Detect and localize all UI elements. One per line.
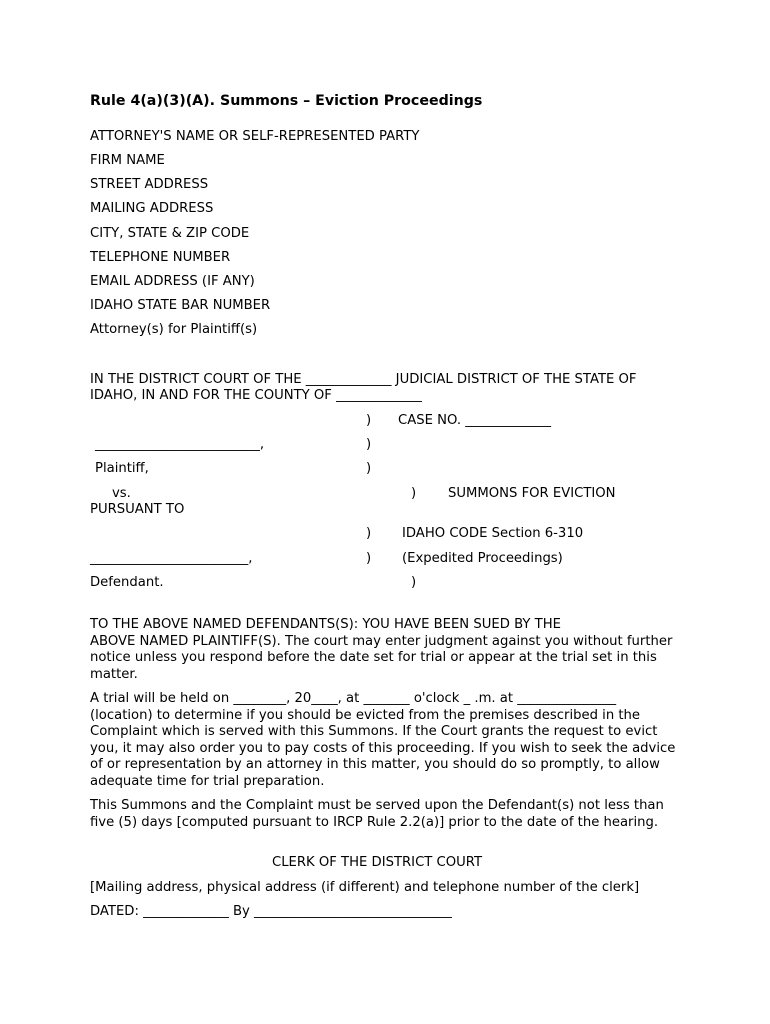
idaho-code-label: IDAHO CODE Section 6-310 [402,526,584,541]
street-address-line: STREET ADDRESS [90,177,209,192]
clerk-heading: CLERK OF THE DISTRICT COURT [272,855,483,870]
attorney-for-plaintiff-line: Attorney(s) for Plaintiff(s) [90,322,258,337]
caption-paren: ) [366,437,372,452]
document-title: Rule 4(a)(3)(A). Summons – Eviction Proceedings [90,93,483,109]
caption-paren: ) [366,461,372,476]
expedited-proceedings-label: (Expedited Proceedings) [402,551,563,566]
caption-paren: ) [366,551,372,566]
defendant-label: Defendant. [90,575,164,590]
city-state-zip-line: CITY, STATE & ZIP CODE [90,226,250,241]
service-paragraph: This Summons and the Complaint must be served upon the Defendant(s) not less than five (5) days [computed pursuant to IRCP Rule 2.2(a)] prior to the date of the hearing. [90,798,664,830]
notice-paragraph [90,617,680,683]
plaintiff-label: Plaintiff, [95,461,149,476]
bar-number-line: IDAHO STATE BAR NUMBER [90,298,271,313]
case-number: CASE NO. _____________ [398,413,551,428]
caption-paren: ) [366,413,372,428]
plaintiff-name-blank: _________________________, [95,437,265,452]
mailing-address-line: MAILING ADDRESS [90,201,214,216]
caption-paren: ) [411,575,417,590]
notice-heading-line: TO THE ABOVE NAMED DEFENDANTS(S): YOU HAVE BEEN SUED BY THE [90,617,561,632]
defendant-name-blank: ________________________, [90,551,253,566]
versus-label: vs. [112,486,131,501]
court-line-1: IN THE DISTRICT COURT OF THE _____________ JUDICIAL DISTRICT OF THE STATE OF [90,372,637,387]
clerk-address-line: [Mailing address, physical address (if different) and telephone number of the clerk] [90,880,640,895]
caption-paren: ) [411,486,417,501]
notice-body-text: ABOVE NAMED PLAINTIFF(S). The court may enter judgment against you without further notice unless you respond before the date set for trial or appear at the trial set in this matter. [90,633,673,682]
summons-title: SUMMONS FOR EVICTION [448,486,616,501]
court-line-2: IDAHO, IN AND FOR THE COUNTY OF _____________ [90,388,422,403]
attorney-name-line: ATTORNEY'S NAME OR SELF-REPRESENTED PARTY [90,129,420,144]
trial-paragraph: A trial will be held on ________, 20____, at _______ o'clock _ .m. at _______________ (location) to determine if you should be evicted from the premises described in the Complaint which is served with this Summons. If the Court grants the request to evict you, it may also order you to pay costs of this proceeding. If you wish to seek the advice of or representation by an attorney in this matter, you should do so promptly, to allow adequate time for trial preparation. [90,691,676,789]
dated-signature-line: DATED: _____________ By ______________________________ [90,904,452,919]
pursuant-to-label: PURSUANT TO [90,502,185,517]
firm-name-line: FIRM NAME [90,153,165,168]
telephone-line: TELEPHONE NUMBER [90,250,231,265]
email-line: EMAIL ADDRESS (IF ANY) [90,274,255,289]
caption-paren: ) [366,526,372,541]
